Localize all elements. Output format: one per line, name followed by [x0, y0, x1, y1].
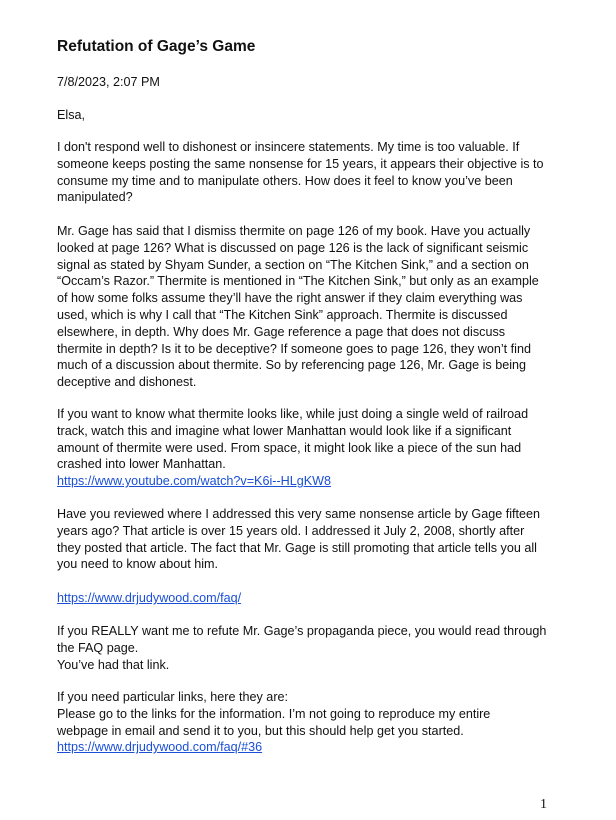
paragraph-line: years ago? That article is over 15 years old. I addressed it July 2, 2008, shortly after: [57, 523, 525, 538]
paragraph-line: used, which is why I call that “The Kitchen Sink” approach. Thermite is discussed: [57, 307, 508, 322]
paragraph-line: signal as stated by Shyam Sunder, a section on “The Kitchen Sink,” and a section on: [57, 257, 529, 272]
paragraph-line: of how some folks assume they’ll have the right answer if they claim everything was: [57, 291, 523, 306]
paragraph-line: they posted that article. The fact that Mr. Gage is still promoting that article tells you all: [57, 540, 537, 555]
paragraph-line: the FAQ page.: [57, 640, 139, 655]
paragraph-line: elsewhere, in depth. Why does Mr. Gage reference a page that does not discuss: [57, 324, 506, 339]
paragraph-line: If you need particular links, here they are:: [57, 690, 289, 704]
paragraph-line: You’ve had that link.: [57, 657, 170, 672]
hyperlink[interactable]: https://www.youtube.com/watch?v=K6i--HLgKW8: [57, 474, 332, 489]
paragraph-line: looked at page 126? What is discussed on page 126 is the lack of significant seismic: [57, 240, 529, 255]
paragraph: [57, 689, 490, 756]
paragraph-line: I don't respond well to dishonest or insincere statements. My time is too valuable. If: [57, 140, 520, 154]
paragraph-line: amount of thermite were used. From space, it might look like a piece of the sun had: [57, 440, 522, 455]
paragraph-line: deceptive and dishonest.: [57, 375, 197, 390]
paragraph-line: someone keeps posting the same nonsense for 15 years, it appears their objective is to: [57, 156, 544, 171]
paragraph: [57, 623, 546, 673]
paragraph-line: webpage in email and send it to you, but this should help get you started.: [57, 723, 464, 738]
paragraph: [57, 406, 528, 490]
date-line: 7/8/2023, 2:07 PM: [57, 75, 160, 89]
paragraph-line: Please go to the links for the information. I’m not going to reproduce my entire: [57, 706, 491, 721]
paragraph-line: thermite in depth? Is it to be deceptive? If someone goes to page 126, they won’t find: [57, 341, 531, 356]
paragraph-line: Mr. Gage has said that I dismiss thermite on page 126 of my book. Have you actually: [57, 224, 531, 238]
paragraph-line: If you REALLY want me to refute Mr. Gage’s propaganda piece, you would read through: [57, 624, 547, 638]
paragraph-line: much of a discussion about thermite. So by referencing page 126, Mr. Gage is being: [57, 358, 527, 373]
paragraph-line: crashed into lower Manhattan.: [57, 457, 226, 472]
paragraph-line: you need to know about him.: [57, 557, 219, 572]
paragraph-line: If you want to know what thermite looks like, while just doing a single weld of railroad: [57, 407, 529, 421]
paragraph-line: Have you reviewed where I addressed this very same nonsense article by Gage fifteen: [57, 507, 541, 521]
paragraph-line: consume my time and to manipulate others. How does it feel to know you’ve been: [57, 173, 513, 188]
greeting: Elsa,: [57, 108, 85, 122]
paragraph-line: “Occam’s Razor.” Thermite is mentioned in “The Kitchen Sink,” but only as an example: [57, 274, 539, 289]
paragraph-line: track, watch this and imagine what lower Manhattan would look like if a significant: [57, 423, 512, 438]
paragraph: [57, 590, 241, 607]
paragraph-line: manipulated?: [57, 190, 133, 205]
paragraph: [57, 139, 544, 206]
paragraph: [57, 223, 539, 391]
page-number: 1: [540, 797, 547, 812]
paragraph: [57, 506, 540, 573]
document-title: Refutation of Gage’s Game: [57, 38, 256, 55]
hyperlink[interactable]: https://www.drjudywood.com/faq/#36: [57, 740, 263, 755]
hyperlink[interactable]: https://www.drjudywood.com/faq/: [57, 591, 242, 605]
